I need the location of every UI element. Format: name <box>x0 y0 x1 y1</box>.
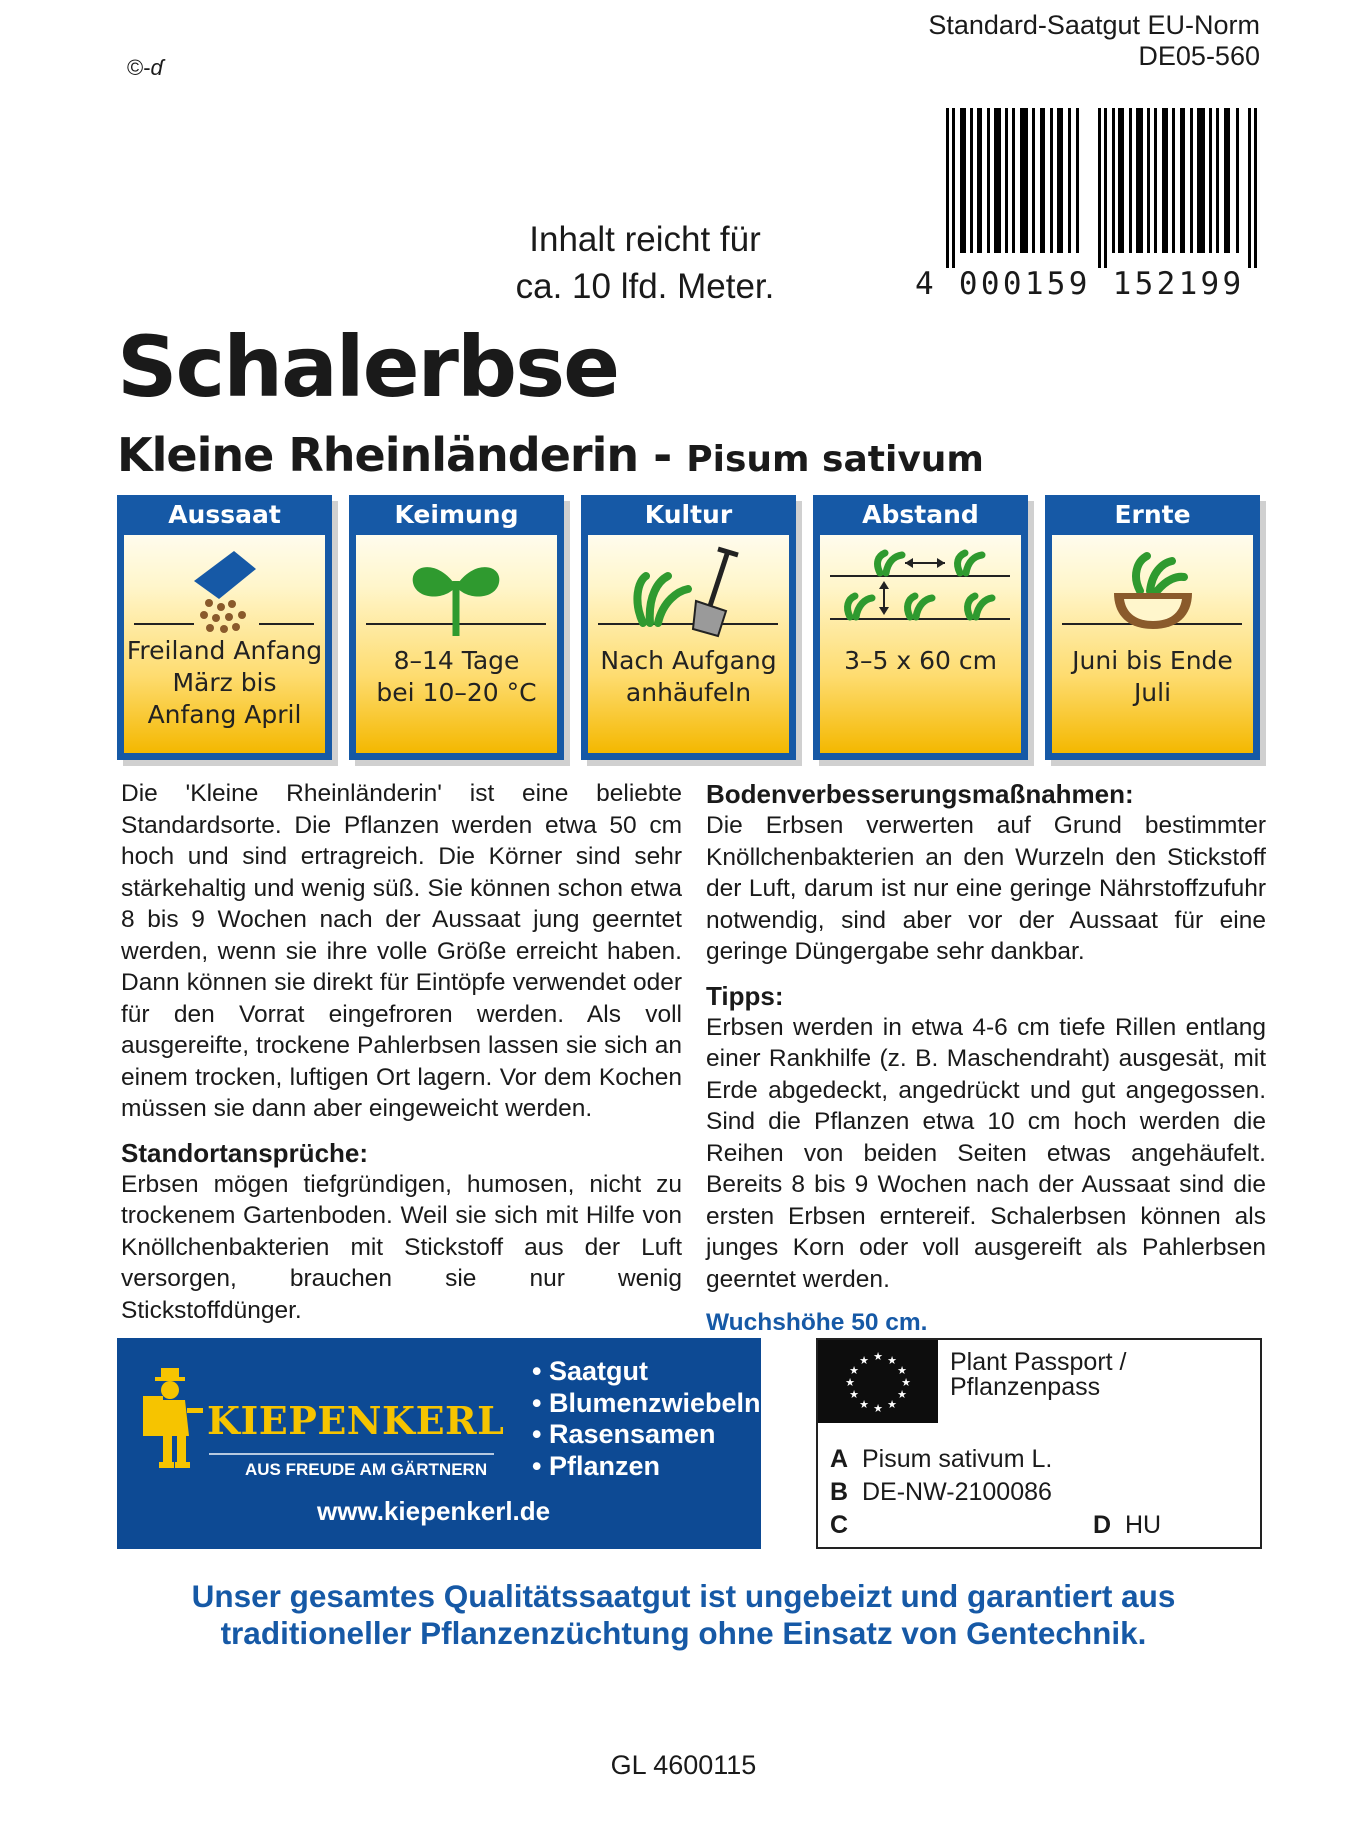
barcode-icon <box>946 108 1258 268</box>
variety-name: Kleine Rheinländerin - <box>117 428 672 482</box>
svg-text:★: ★ <box>897 1388 907 1401</box>
barcode-number: 4 000159 152199 <box>915 266 1245 302</box>
content-note-line-2: ca. 10 lfd. Meter. <box>515 267 775 306</box>
passport-label: B <box>830 1478 849 1506</box>
kiepenkerl-figure-icon <box>139 1366 207 1471</box>
seedling-icon <box>356 541 557 641</box>
passport-title <box>950 1350 1126 1400</box>
list-item: • Blumenzwiebeln <box>532 1387 761 1418</box>
passport-row-b <box>830 1478 1052 1507</box>
height-note: Wuchshöhe 50 cm. <box>706 1309 928 1336</box>
svg-text:★: ★ <box>897 1364 907 1377</box>
svg-text:★: ★ <box>901 1376 911 1389</box>
info-line: März bis <box>172 668 277 697</box>
passport-value: DE-NW-2100086 <box>862 1478 1052 1506</box>
info-line: 8–14 Tage <box>393 646 520 675</box>
tipps-heading: Tipps: <box>706 980 784 1011</box>
harvest-bowl-icon <box>1052 541 1253 641</box>
info-box-text <box>820 645 1021 677</box>
info-line: 3–5 x 60 cm <box>844 646 997 675</box>
svg-text:★: ★ <box>887 1398 897 1411</box>
info-box-title: Keimung <box>349 495 564 535</box>
left-column <box>121 778 682 1338</box>
svg-text:★: ★ <box>873 1402 883 1415</box>
passport-row-c <box>830 1511 862 1540</box>
info-line: anhäufeln <box>625 678 752 707</box>
info-box-title: Ernte <box>1045 495 1260 535</box>
standort-text: Erbsen mögen tiefgründigen, humosen, nicht zu trockenem Gartenboden. Weil sie sich mit Hilfe von Knöllchenbakterien mit Stickstoff aus der Luft versorgen, brauchen sie nur wenig Stickstoffdünger. <box>121 1170 682 1324</box>
passport-row-a <box>830 1445 1052 1474</box>
quality-line-1: Unser gesamtes Qualitätssaatgut ist ungebeizt und garantiert aus <box>191 1578 1176 1614</box>
info-box-kultur <box>581 495 796 760</box>
passport-value: Pisum sativum L. <box>862 1445 1053 1473</box>
brand-product-list <box>532 1356 761 1482</box>
info-box-text <box>1052 645 1253 709</box>
shovel-plant-icon <box>588 541 789 641</box>
info-box-text <box>356 645 557 709</box>
info-line: Freiland Anfang <box>126 636 323 665</box>
passport-title-line: Plant Passport / <box>950 1348 1127 1376</box>
tipps-text: Erbsen werden in etwa 4-6 cm tiefe Rillen entlang einer Rankhilfe (z. B. Maschendraht) ausgesät, mit Erde abgedeckt, angedrückt und gut angegossen. Sind die Pflanzen etwa 10 cm hoch werden die Reihen von beiden Seiten etwas angehäufelt. Bereits 8 bis 9 Wochen nach der Aussaat sind die ersten Erbsen erntereif. Schalerbsen können als junges Korn oder voll ausgereift als Pahlerbsen geerntet werden. <box>706 1013 1266 1293</box>
info-box-abstand <box>813 495 1028 760</box>
svg-text:★: ★ <box>849 1364 859 1377</box>
boden-text: Die Erbsen verwerten auf Grund bestimmter Knöllchenbakterien an den Wurzeln den Stickstoff der Luft, darum ist nur eine geringe Nährstoffzufuhr notwendig, sind aber vor der Aussaat für eine geringe Düngergabe sehr dankbar. <box>706 812 1266 965</box>
info-line: Juni bis Ende <box>1072 646 1233 675</box>
list-item: • Pflanzen <box>532 1450 660 1481</box>
boden-heading: Bodenverbesserungsmaßnahmen: <box>706 779 1134 809</box>
info-box-aussaat <box>117 495 332 760</box>
spacing-icon <box>820 541 1021 641</box>
product-title: Schalerbse <box>117 318 619 416</box>
passport-row-d <box>1093 1511 1161 1540</box>
standard-line-1: Standard-Saatgut EU-Norm <box>928 10 1260 40</box>
info-box-ernte <box>1045 495 1260 760</box>
brand-tagline: AUS FREUDE AM GÄRTNERN <box>245 1460 488 1479</box>
eu-flag-icon <box>818 1340 938 1423</box>
latin-name: Pisum sativum <box>686 439 984 480</box>
list-item: • Rasensamen <box>532 1419 716 1449</box>
svg-text:★: ★ <box>849 1388 859 1401</box>
info-box-keimung <box>349 495 564 760</box>
brand-panel <box>117 1338 761 1549</box>
intro-text: Die 'Kleine Rheinländerin' ist eine beliebte Standardsorte. Die Pflanzen werden etwa 50 cm hoch und sind ertragreich. Die Körner sind sehr stärkehaltig und wenig süß. Sie können schon etwa 8 bis 9 Wochen nach der Aussaat jung geerntet werden, wenn sie ihre volle Größe erreicht haben. Dann können sie direkt für Eintöpfe verwendet oder für den Vorrat eingefroren werden. Als voll ausgereifte, trockene Pahlerbsen lassen sie sich an einem trocken, luftigen Ort lagern. Vor dem Kochen müssen sie dann aber eingeweicht werden. <box>121 780 682 1122</box>
info-box-text <box>124 635 325 731</box>
info-line: Nach Aufgang <box>600 646 777 675</box>
right-column <box>706 778 1266 1339</box>
standard-line-2: DE05-560 <box>1138 41 1260 71</box>
standort-heading: Standortansprüche: <box>121 1137 369 1168</box>
svg-text:★: ★ <box>859 1398 869 1411</box>
content-note-line-1: Inhalt reicht für <box>529 220 761 259</box>
product-subtitle <box>117 428 984 482</box>
content-note <box>470 216 820 310</box>
svg-text:★: ★ <box>873 1350 883 1363</box>
standard-label <box>928 10 1260 72</box>
signature-icon: ɗ <box>150 55 163 80</box>
product-code: GL 4600115 <box>610 1750 757 1780</box>
passport-label: A <box>830 1445 849 1473</box>
info-line: Juli <box>1133 678 1172 707</box>
brand-url: www.kiepenkerl.de <box>317 1496 551 1526</box>
quality-line-2: traditioneller Pflanzenzüchtung ohne Einsatz von Gentechnik. <box>220 1615 1147 1651</box>
seed-packet-icon <box>124 541 325 641</box>
svg-text:★: ★ <box>887 1354 897 1367</box>
copyright-mark: ©-ɗ <box>127 55 163 80</box>
passport-label: D <box>1093 1511 1112 1539</box>
passport-title-line: Pflanzenpass <box>950 1373 1101 1401</box>
info-box-title: Abstand <box>813 495 1028 535</box>
passport-label: C <box>830 1511 849 1539</box>
svg-text:★: ★ <box>845 1376 855 1389</box>
quality-statement <box>0 1578 1367 1652</box>
info-box-text <box>588 645 789 709</box>
info-line: Anfang April <box>147 700 302 729</box>
info-box-title: Aussaat <box>117 495 332 535</box>
passport-value: HU <box>1125 1511 1162 1539</box>
brand-logo: KIEPENKERL <box>207 1398 505 1443</box>
info-box-title: Kultur <box>581 495 796 535</box>
info-line: bei 10–20 °C <box>376 678 537 707</box>
plant-passport <box>816 1338 1262 1549</box>
brand-divider <box>209 1453 494 1455</box>
list-item: • Saatgut <box>532 1356 648 1386</box>
svg-text:★: ★ <box>859 1354 869 1367</box>
